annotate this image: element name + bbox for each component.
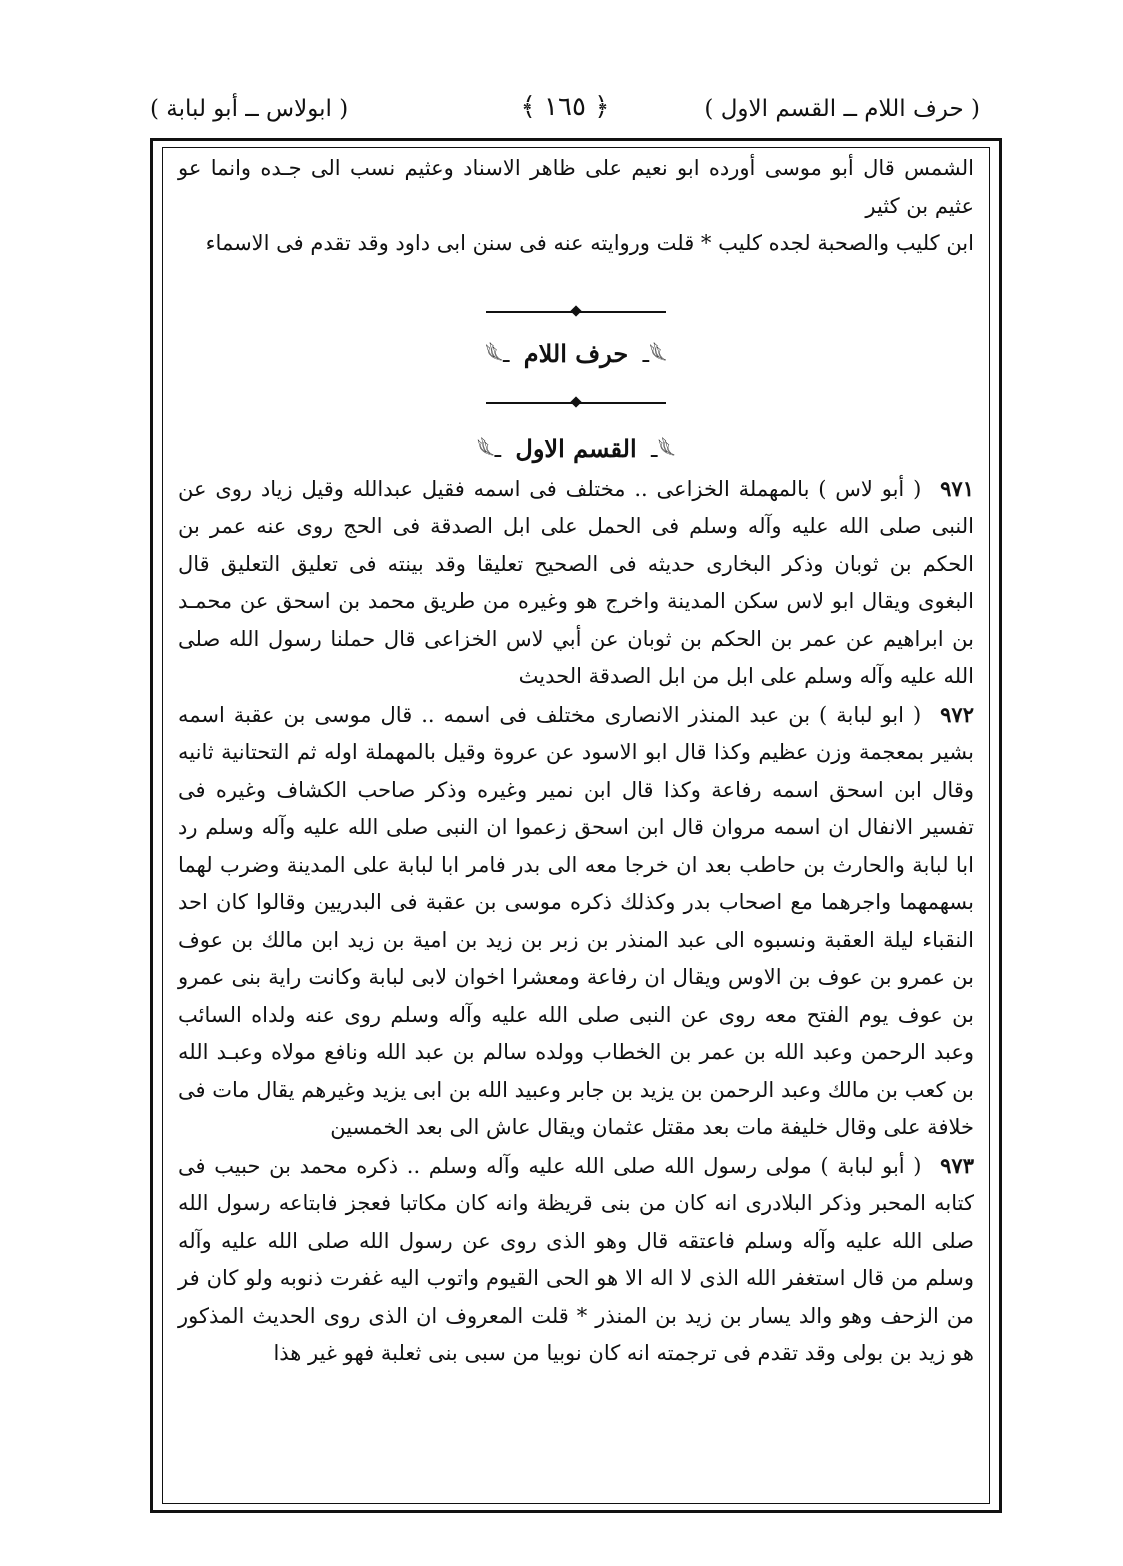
section-heading-part xyxy=(178,430,974,470)
entry-number: ٩٧١ xyxy=(940,475,974,501)
divider-rule-1 xyxy=(486,311,666,313)
entry-text: ( أبو لاس ) بالمهملة الخزاعى .. مختلف فى اسمه فقيل عبدالله وقيل زياد روى عن النبى صلى الله عليه وآله وسلم فى الحمل على ابل الصدقة فى الحج روى عنه عمر بن الحكم بن ثوبان وذكر البخارى حديثه فى الصحيح تعليقا وقد بينته فى تعليق التعليق قال البغوى ويقال ابو لاس سكن المدينة واخرج هو وغيره من طريق محمد بن اسحق عن محمـد بن ابراهيم عن عمر بن الحكم بن ثوبان عن أبي لاس الخزاعى قال حملنا رسول الله صلى الله عليه وآله وسلم على ابل من ابل الصدقة الحديث xyxy=(178,476,974,688)
entry-971 xyxy=(178,470,974,696)
entry-number: ٩٧٢ xyxy=(940,701,974,727)
ornament-left-icon: ـ𓆰 xyxy=(485,342,510,368)
page-number: ﴿ ١٦٥ ﴾ xyxy=(520,92,610,122)
ornament-right-icon: 𓆰ـ xyxy=(650,438,676,463)
section-part-title: القسم الاول xyxy=(515,434,637,463)
header-entry-range: ( ابولاس ــ أبو لبابة ) xyxy=(150,96,349,122)
entry-973 xyxy=(178,1147,974,1373)
divider-rule-2 xyxy=(486,402,666,404)
ornament-left-icon: ـ𓆰 xyxy=(476,438,502,463)
entry-number: ٩٧٣ xyxy=(940,1152,974,1178)
intro-line-1: الشمس قال أبو موسى أورده ابو نعيم على ظاهر الاسناد وعثيم نسب الى جـده وانما عو عثيم بن كثير xyxy=(178,156,974,218)
intro-line-2: ابن كليب والصحبة لجده كليب * قلت وروايته عنه فى سنن ابى داود وقد تقدم فى الاسماء xyxy=(205,231,974,255)
entry-text: ( ابو لبابة ) بن عبد المنذر الانصارى مختلف فى اسمه .. قال موسى بن عقبة اسمه بشير بمعجمة وزن عظيم وكذا قال ابو الاسود عن عروة وقيل بالمهملة اوله ثم التحتانية ثانيه وقال ابن اسحق اسمه رفاعة وكذا قال ابن نمير وغيره وذكر صاحب الكشاف وغيره فى تفسير الانفال ان اسمه مروان قال ابن اسحق زعموا ان النبى صلى الله عليه وآله وسلم رد ابا لبابة والحارث بن حاطب بعد ان خرجا معه الى بدر فامر ابا لبابة على المدينة وضرب لهما بسهمهما واجرهما مع اصحاب بدر وكذلك ذكره موسى بن عقبة فى البدريين وقالوا كان احد النقباء ليلة العقبة ونسبوه الى عبد المنذر بن زبر بن زيد بن امية بن زيد ابن مالك بن عوف بن عمرو بن عوف بن الاوس ويقال ان رفاعة ومعشرا اخوان لابى لبابة وكانت راية بنى عمرو بن عوف يوم الفتح معه روى عن النبى صلى الله عليه وآله وسلم روى عنه ولداه السائب وعبد الرحمن وعبد الله بن عمر بن الخطاب وولده سالم بن عبد الله ونافع مولاه وعبـد الله بن كعب بن مالك وعبد الرحمن بن يزيد بن جابر وعبيد الله بن ابى يزيد وغيرهم يقال مات فى خلافة على وقال خليفة مات بعد مقتل عثمان ويقال عاش الى بعد الخمسين xyxy=(178,702,974,1139)
section-heading-letter xyxy=(178,335,974,375)
entry-text: ( أبو لبابة ) مولى رسول الله صلى الله عليه وآله وسلم .. ذكره محمد بن حبيب فى كتابه المحبر وذكر البلادرى انه كان من بنى قريظة وانه كان مكاتبا فعجز فابتاعه رسول الله صلى الله عليه وآله وسلم فاعتقه قال وهو الذى روى عن رسول الله صلى الله عليه وآله وسلم من قال استغفر الله الذى لا اله الا هو الحى القيوم واتوب اليه غفرت ذنوبه ولو كان فر من الزحف وهو والد يسار بن زيد بن المنذر * قلت المعروف ان الذى روى الحديث المذكور هو زيد بن بولى وقد تقدم فى ترجمته انه كان نوبيا من سبى بنى ثعلبة فهو غير هذا xyxy=(178,1153,974,1365)
section-letter-title: حرف اللام xyxy=(523,338,629,368)
ornament-right-icon: 𓆰ـ xyxy=(642,342,667,368)
page-header xyxy=(150,92,980,132)
page-body xyxy=(178,150,974,1373)
entry-972 xyxy=(178,696,974,1147)
header-chapter-title: ( حرف اللام ــ القسم الاول ) xyxy=(704,96,980,122)
